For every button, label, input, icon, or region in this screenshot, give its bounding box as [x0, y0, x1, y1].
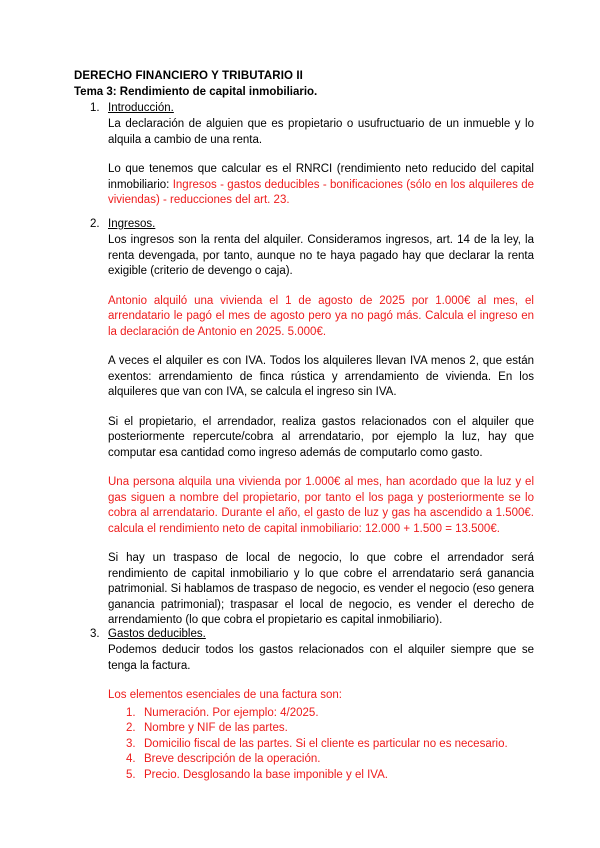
list-item: 1. Numeración. Por ejemplo: 4/2025. — [126, 706, 319, 719]
invoice-elements-list — [126, 706, 534, 784]
section-heading — [74, 628, 534, 643]
section-number: 1. — [90, 102, 100, 114]
section-heading — [74, 218, 534, 233]
document-subtitle: Tema 3: Rendimiento de capital inmobiliario. — [74, 86, 318, 98]
paragraph: Los ingresos son la renta del alquiler. Consideramos ingresos, art. 14 de la ley, la renta devengada, por tanto, aunque no te haya pagado hay que declarar la renta exigible (criterio de devengo o caja). — [108, 234, 534, 277]
rnrci-definition: Lo que tenemos que calcular es el RNRCI (rendimiento neto reducido del capital inmobiliario: — [108, 163, 534, 191]
list-item: 5. Precio. Desglosando la base imponible y el IVA. — [126, 768, 388, 781]
section-number: 3. — [90, 628, 100, 640]
section-number: 2. — [90, 218, 100, 230]
section-gastos-deducibles — [74, 628, 534, 783]
paragraph: Podemos deducir todos los gastos relacionados con el alquiler siempre que se tenga la factura. — [108, 644, 534, 672]
rnrci-formula: Ingresos - gastos deducibles - bonificaciones (sólo en los alquileres de viviendas) - reducciones del art. 23. — [108, 178, 534, 206]
paragraph: La declaración de alguien que es propietario o usufructuario de un inmueble y lo alquila a cambio de una renta. — [108, 118, 534, 146]
section-title: Introducción. — [108, 102, 174, 114]
section-introduccion — [74, 102, 534, 209]
paragraph: A veces el alquiler es con IVA. Todos los alquileres llevan IVA menos 2, que están exentos: arrendamiento de finca rústica y arrendamiento de vivienda. En los alquileres que van con IVA, se calcula el ingreso sin IVA. — [108, 355, 534, 398]
paragraph: Si el propietario, el arrendador, realiza gastos relacionados con el alquiler que posteriormente repercute/cobra al arrendatario, por ejemplo la luz, hay que computar esa cantidad como ingreso además de computarlo como gasto. — [108, 415, 534, 459]
paragraph-rnrci — [108, 162, 534, 209]
list-item: 3. Domicilio fiscal de las partes. Si el cliente es particular no es necesario. — [126, 737, 508, 750]
list-intro: Los elementos esenciales de una factura son: — [108, 689, 342, 701]
example-paragraph: Una persona alquila una vivienda por 1.000€ al mes, han acordado que la luz y el gas siguen a nombre del propietario, por tanto el los paga y posteriormente se lo cobra al arrendatario. Durante el año, el gasto de luz y gas ha ascendido a 1.500€. calcula el rendimiento neto de capital inmobiliario: 12.000 + 1.500 = 13.500€. — [108, 476, 534, 535]
example-paragraph: Antonio alquiló una vivienda el 1 de agosto de 2025 por 1.000€ al mes, el arrendatario le pagó el mes de agosto pero ya no pagó más. Calcula el ingreso en la declaración de Antonio en 2025. 5.000€. — [108, 294, 534, 338]
section-title: Gastos deducibles. — [108, 628, 206, 640]
section-title: Ingresos. — [108, 218, 156, 230]
list-item: 2. Nombre y NIF de las partes. — [126, 722, 288, 734]
document-title: DERECHO FINANCIERO Y TRIBUTARIO II — [74, 70, 303, 82]
paragraph: Si hay un traspaso de local de negocio, lo que cobre el arrendador será rendimiento de capital inmobiliario y lo que cobre el arrendatario será ganancia patrimonial. Si hablamos de traspaso de negocio, es vender el negocio (eso genera ganancia patrimonial); traspasar el local de negocio, es vender el derecho de arrendamiento (lo que cobra el propietario es capital inmobiliario). — [108, 552, 534, 626]
section-ingresos — [74, 218, 534, 629]
section-heading — [74, 102, 534, 117]
list-item: 4. Breve descripción de la operación. — [126, 753, 321, 765]
